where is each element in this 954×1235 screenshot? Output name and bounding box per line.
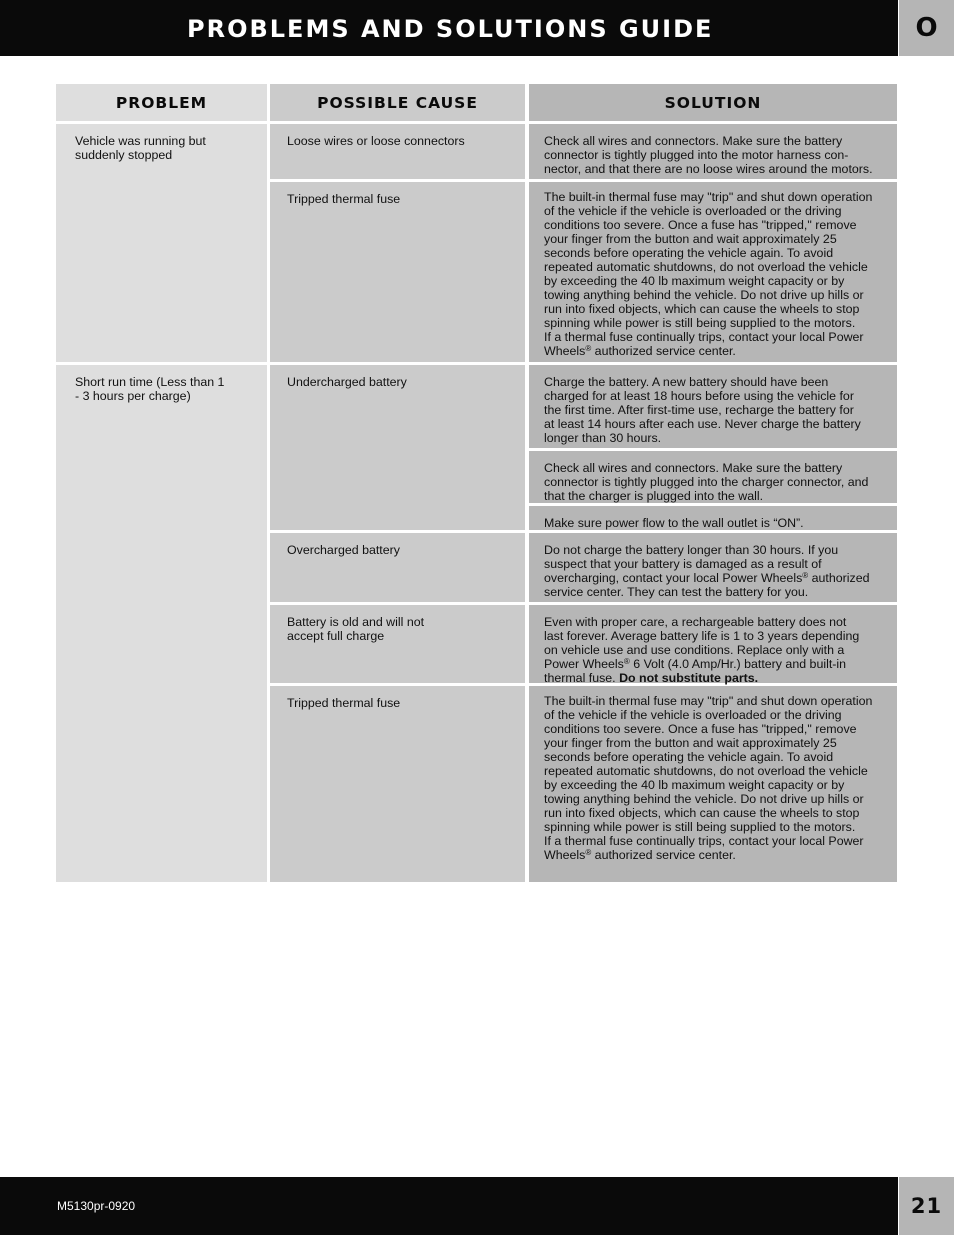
solution-text: Do not charge the battery longer than 30 hours. If you suspect that your battery is damaged as a result of overcharging, contact your local Power Wheels® authorized service center. They can test the battery for you. bbox=[544, 543, 870, 599]
solution-text: Check all wires and connectors. Make sure the battery connector is tightly plugged into the motor harness con-nector, and that there are no loose wires around the motors. bbox=[544, 134, 873, 176]
cause-cell bbox=[270, 686, 525, 882]
cause-text: Battery is old and will not accept full charge bbox=[287, 615, 425, 643]
solution-text: The built-in thermal fuse may "trip" and shut down operation of the vehicle if the vehicle is overloaded or the driving conditions too severe. Once a fuse has "tripped," remove your finger from the button and wait approximately 25 seconds before operating the vehicle again. To avoid repeated automatic shutdowns, do not overload the vehicle by exceeding the 40 lb maximum weight capacity or by towing anything behind the vehicle. Do not drive up hills or run into fixed objects, which can cause the wheels to stop spinning while power is still being supplied to the motors. If a thermal fuse continually trips, contact your local Power Wheels® authorized service center. bbox=[544, 694, 873, 862]
cause-text: Loose wires or loose connectors bbox=[287, 134, 465, 148]
solution-cell bbox=[529, 365, 897, 448]
column-header-solution: SOLUTION bbox=[529, 84, 897, 121]
solution-cell bbox=[529, 451, 897, 503]
solution-cell bbox=[529, 605, 897, 683]
cause-text: Tripped thermal fuse bbox=[287, 192, 401, 206]
registered-mark: ® bbox=[585, 344, 592, 353]
registered-mark: ® bbox=[585, 848, 592, 857]
cause-text: Overcharged battery bbox=[287, 543, 400, 557]
solution-cell bbox=[529, 506, 897, 530]
cause-cell bbox=[270, 605, 525, 683]
cause-cell bbox=[270, 182, 525, 362]
solution-cell bbox=[529, 533, 897, 602]
solution-text: The built-in thermal fuse may "trip" and shut down operation of the vehicle if the vehicle is overloaded or the driving conditions too severe. Once a fuse has "tripped," remove your finger from the button and wait approximately 25 seconds before operating the vehicle again. To avoid repeated automatic shutdowns, do not overload the vehicle by exceeding the 40 lb maximum weight capacity or by towing anything behind the vehicle. Do not drive up hills or run into fixed objects, which can cause the wheels to stop spinning while power is still being supplied to the motors. If a thermal fuse continually trips, contact your local Power Wheels® authorized service center. bbox=[544, 190, 873, 358]
solution-cell bbox=[529, 182, 897, 362]
registered-mark: ® bbox=[802, 571, 809, 580]
solution-cell bbox=[529, 124, 897, 179]
cause-cell bbox=[270, 365, 525, 530]
problem-cell bbox=[56, 365, 267, 882]
document-code: M5130pr-0920 bbox=[57, 1199, 136, 1213]
registered-mark: ® bbox=[623, 657, 630, 666]
problem-text: Vehicle was running but suddenly stopped bbox=[75, 134, 206, 162]
solution-text: Make sure power flow to the wall outlet is “ON”. bbox=[544, 516, 804, 530]
solution-text: Even with proper care, a rechargeable battery does not last forever. Average battery life is 1 to 3 years depending on vehicle use and use conditions. Replace only with a Power Wheels® 6 Volt (4.0 Amp/Hr.) battery and built-in thermal fuse. Do not substitute parts. bbox=[544, 615, 860, 685]
cause-text: Tripped thermal fuse bbox=[287, 696, 401, 710]
solution-text: Check all wires and connectors. Make sure the battery connector is tightly plugged into the charger connector, and that the charger is plugged into the wall. bbox=[544, 461, 869, 503]
page-title: PROBLEMS AND SOLUTIONS GUIDE bbox=[187, 15, 714, 43]
section-tab: O bbox=[899, 0, 954, 56]
column-header-cause: POSSIBLE CAUSE bbox=[270, 84, 525, 121]
problem-cell bbox=[56, 124, 267, 362]
cause-cell bbox=[270, 124, 525, 179]
problem-text: Short run time (Less than 1 - 3 hours per charge) bbox=[75, 375, 225, 403]
page-number: 21 bbox=[899, 1177, 954, 1235]
solution-cell bbox=[529, 686, 897, 882]
column-header-problem: PROBLEM bbox=[56, 84, 267, 121]
solution-text: Charge the battery. A new battery should have been charged for at least 18 hours before using the vehicle for the first time. After first-time use, recharge the battery for at least 14 hours after each use. Never charge the battery longer than 30 hours. bbox=[544, 375, 861, 445]
cause-text: Undercharged battery bbox=[287, 375, 407, 389]
cause-cell bbox=[270, 533, 525, 602]
